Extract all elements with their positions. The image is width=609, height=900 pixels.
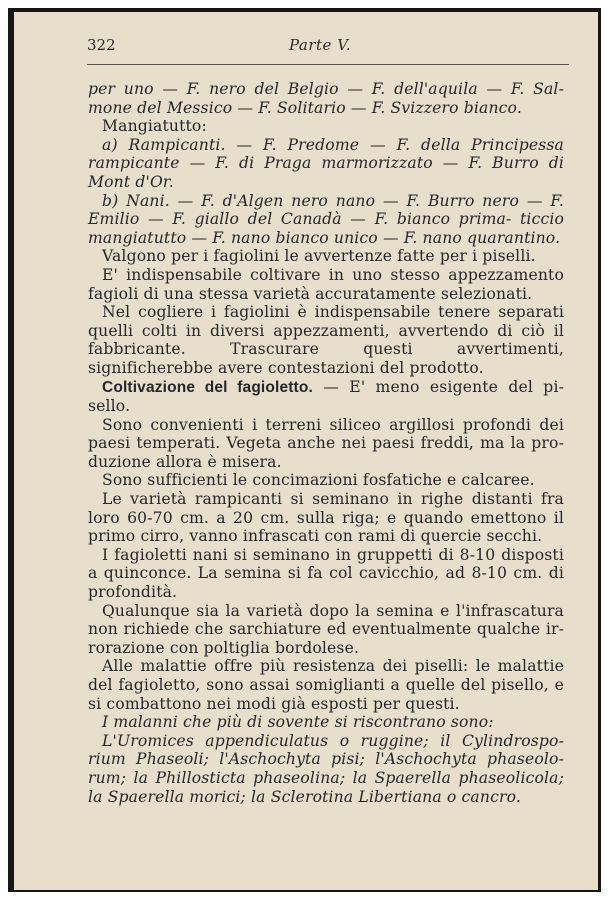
text-line: la Spaerella morici; la Sclerotina Libertiana o cancro. (88, 787, 521, 806)
text-line: Sono convenienti i terreni siliceo argillosi profondi dei (102, 415, 564, 434)
text-line: fabbricante. Trascurare questi avvertimenti, significherebbe (88, 340, 564, 377)
mangiatutto-label: Mangiatutto: (102, 117, 207, 136)
text-line: fagioli di una stessa varietà accuratamente selezionati. (88, 284, 533, 303)
varieties-continued (88, 80, 564, 117)
text-line: duzione allora è misera. (88, 452, 282, 471)
text-line: L'Uromices appendiculatus o ruggine; il Cylindrospo- (102, 731, 564, 750)
paragraph-malattie (88, 657, 564, 713)
text-line: paesi temperati. Vegeta anche nei paesi freddi, ma la pro- (88, 434, 564, 453)
text-line: Le varietà rampicanti si seminano in righe distanti fra (102, 490, 564, 509)
header-rule (87, 64, 569, 65)
running-title: Parte V. (289, 36, 352, 54)
text-line: rorazione con poltiglia bordolese. (88, 638, 360, 657)
section-coltivazione (88, 378, 564, 416)
text-line: profondità. (88, 583, 178, 602)
text-line: primo cirro, vanno infrascati con rami di quercie secchi. (88, 527, 543, 546)
text-line: I fagioletti nani si seminano in gruppetti di 8-10 disposti (102, 545, 564, 564)
text-line: Qualunque sia la varietà dopo la semina e l'infrascatura (102, 601, 564, 620)
paragraph-malanni: I malanni che più di sovente si riscontrano sono: (102, 713, 494, 732)
text-line: ticcio mangiatutto — F. nano bianco unico — F. nano (88, 210, 565, 247)
paragraph-concimazioni: Sono sufficienti le concimazioni fosfatiche e calcaree. (102, 471, 535, 490)
section-heading: Coltivazione del fagioletto. (102, 378, 313, 396)
page-header (87, 36, 565, 58)
text-line: a quinconce. La semina si fa col cavicchio, ad 8-10 cm. di (88, 564, 564, 583)
paragraph-nani (88, 546, 564, 602)
paragraph-terreni (88, 416, 564, 472)
paragraph-rampicanti (88, 490, 564, 546)
text-line: avere contestazioni del prodotto. (218, 358, 484, 377)
text-line: rium Phaseoli; l'Aschochyta pisi; l'Aschochyta phaseolo- (88, 750, 564, 769)
text-line: E' indispensabile coltivare in uno stesso appezzamento (102, 265, 564, 284)
disease-list (88, 732, 564, 806)
text-line: — E' meno esigente del pi- (312, 377, 565, 396)
text-line: rum; la Phillosticta phaseolina; la Spaerella phaseolicola; (88, 768, 564, 787)
text-line: rampicante — F. di Praga marmorizzato — F. Burro di (88, 154, 564, 173)
text-line: loro 60-70 cm. a 20 cm. sulla riga; e quando emettono il (88, 508, 564, 527)
text-line: quarantino. (467, 228, 561, 247)
text-line: non richiede che sarchiature ed eventualmente qualche ir- (88, 620, 564, 639)
text-line: Mont d'Or. (88, 172, 174, 191)
text-line: b) Nani. — F. d'Algen nero nano — F. Burro nero (102, 191, 520, 210)
paragraph-cogliere (88, 303, 564, 377)
text-line: Alle malattie offre più resistenza dei piselli: le malattie (102, 657, 564, 676)
text-line: del fagioletto, sono assai somiglianti a quelle del pisello, e (88, 676, 564, 694)
nani-list (88, 192, 564, 248)
paragraph-valgono: Valgono per i fagiolini le avvertenze fatte per i piselli. (102, 247, 536, 266)
paragraph-qualunque (88, 602, 564, 658)
paragraph-indispensabile (88, 266, 564, 303)
text-line: — F. Emilio — F. giallo del Canadà — F. bianco prima- (88, 191, 565, 229)
text-line: mone del Messico — F. Solitario — F. Svizzero bianco. (88, 98, 522, 117)
text-line: si combattono nei modi già esposti per questi. (88, 694, 460, 713)
page-body (88, 80, 564, 806)
text-line: Nel cogliere i fagiolini è indispensabile tenere separati (102, 303, 564, 322)
text-line: quelli colti in diversi appezzamenti, avvertendo di ciò il (88, 321, 564, 340)
page-number: 322 (87, 36, 116, 54)
text-line: per uno — F. nero del Belgio — F. dell'aquila — F. Sal- (88, 80, 564, 98)
text-line: sello. (88, 397, 131, 416)
rampicanti-list (88, 136, 564, 192)
text-line: a) Rampicanti. — F. Predome — F. della Principessa (102, 135, 564, 154)
